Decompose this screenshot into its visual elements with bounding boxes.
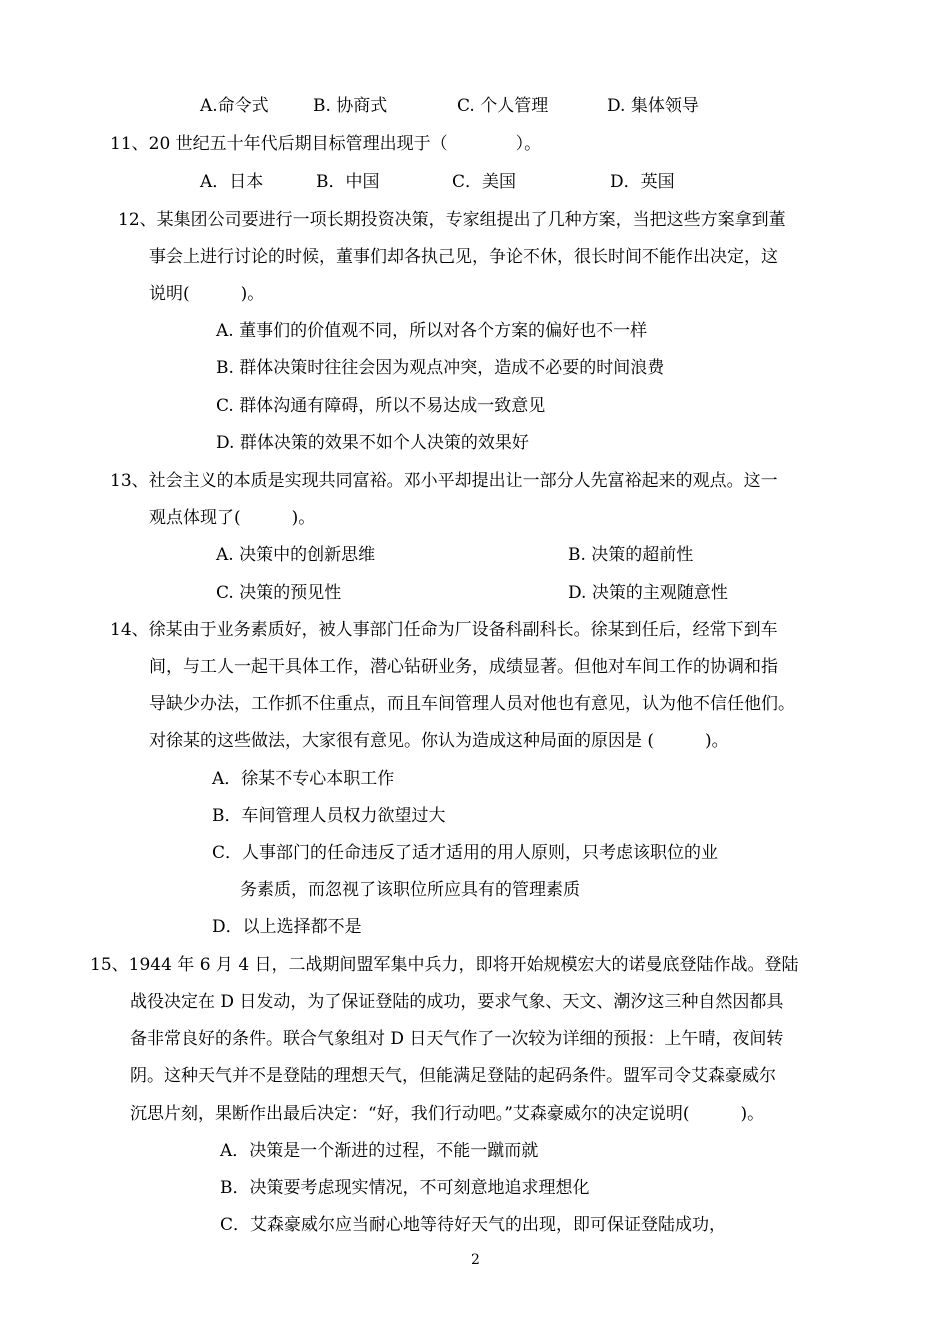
q11-option-d: D．英国: [610, 172, 675, 192]
q14-option-a: A．徐某不专心本职工作: [212, 769, 395, 789]
q15-stem-line4: 阴。这种天气并不是登陆的理想天气，但能满足登陆的起码条件。盟军司令艾森豪威尔: [130, 1066, 776, 1086]
q15-option-c: C．艾森豪威尔应当耐心地等待好天气的出现，即可保证登陆成功，: [220, 1215, 727, 1235]
q12-option-a: A. 董事们的价值观不同，所以对各个方案的偏好也不一样: [216, 321, 648, 341]
page-number: 2: [471, 1252, 480, 1268]
q14-stem-line1: 14、徐某由于业务素质好，被人事部门任命为厂设备科副科长。徐某到任后，经常下到车: [110, 620, 778, 640]
q13-stem-line2: 观点体现了( )。: [149, 508, 316, 528]
q10-option-a: A.命令式: [200, 96, 269, 116]
q13-option-d: D. 决策的主观随意性: [568, 583, 728, 603]
q13-option-b: B. 决策的超前性: [568, 545, 694, 565]
q14-option-b: B．车间管理人员权力欲望过大: [212, 806, 446, 826]
q15-stem-line2: 战役决定在 D 日发动，为了保证登陆的成功，要求气象、天文、潮汐这三种自然因都具: [130, 992, 784, 1012]
q14-option-c-line2: 务素质，而忽视了该职位所应具有的管理素质: [240, 880, 580, 900]
q15-stem-line5: 沉思片刻，果断作出最后决定：“好，我们行动吧。”艾森豪威尔的决定说明( )。: [130, 1104, 765, 1124]
q12-stem-line3: 说明( )。: [149, 284, 265, 304]
q14-option-c-line1: C．人事部门的任命违反了适才适用的用人原则，只考虑该职位的业: [212, 843, 719, 863]
q12-option-d: D. 群体决策的效果不如个人决策的效果好: [216, 433, 529, 453]
q10-option-d: D. 集体领导: [607, 96, 699, 116]
q12-stem-line2: 事会上进行讨论的时候，董事们却各执己见，争论不休，很长时间不能作出决定，这: [149, 247, 778, 267]
q13-stem-line1: 13、社会主义的本质是实现共同富裕。邓小平却提出让一部分人先富裕起来的观点。这一: [110, 471, 778, 491]
q15-stem-line3: 备非常良好的条件。联合气象组对 D 日天气作了一次较为详细的预报：上午晴，夜间转: [130, 1029, 784, 1049]
q13-option-c: C. 决策的预见性: [216, 583, 342, 603]
q10-option-b: B. 协商式: [313, 96, 388, 116]
q15-option-a: A．决策是一个渐进的过程，不能一蹴而就: [220, 1141, 539, 1161]
q11-option-c: C．美国: [452, 172, 517, 192]
q12-stem-line1: 12、某集团公司要进行一项长期投资决策，专家组提出了几种方案，当把这些方案拿到董: [118, 210, 786, 230]
q14-option-d: D．以上选择都不是: [212, 917, 362, 937]
q11-stem: 11、20 世纪五十年代后期目标管理出现于（ ）。: [110, 134, 542, 154]
q15-option-b: B．决策要考虑现实情况，不可刻意地追求理想化: [220, 1178, 590, 1198]
q14-stem-line4: 对徐某的这些做法，大家很有意见。你认为造成这种局面的原因是 ( )。: [149, 731, 729, 751]
q13-option-a: A. 决策中的创新思维: [216, 545, 376, 565]
q11-option-b: B．中国: [316, 172, 380, 192]
q14-stem-line3: 导缺少办法，工作抓不住重点，而且车间管理人员对他也有意见，认为他不信任他们。: [149, 694, 795, 714]
q11-option-a: A．日本: [200, 172, 264, 192]
q12-option-b: B. 群体决策时往往会因为观点冲突，造成不必要的时间浪费: [216, 358, 665, 378]
q10-option-c: C. 个人管理: [457, 96, 549, 116]
q14-stem-line2: 间，与工人一起干具体工作，潜心钻研业务，成绩显著。但他对车间工作的协调和指: [149, 657, 778, 677]
q15-stem-line1: 15、1944 年 6 月 4 日，二战期间盟军集中兵力，即将开始规模宏大的诺曼底登陆作战。登陆: [90, 955, 799, 975]
q12-option-c: C. 群体沟通有障碍，所以不易达成一致意见: [216, 396, 546, 416]
